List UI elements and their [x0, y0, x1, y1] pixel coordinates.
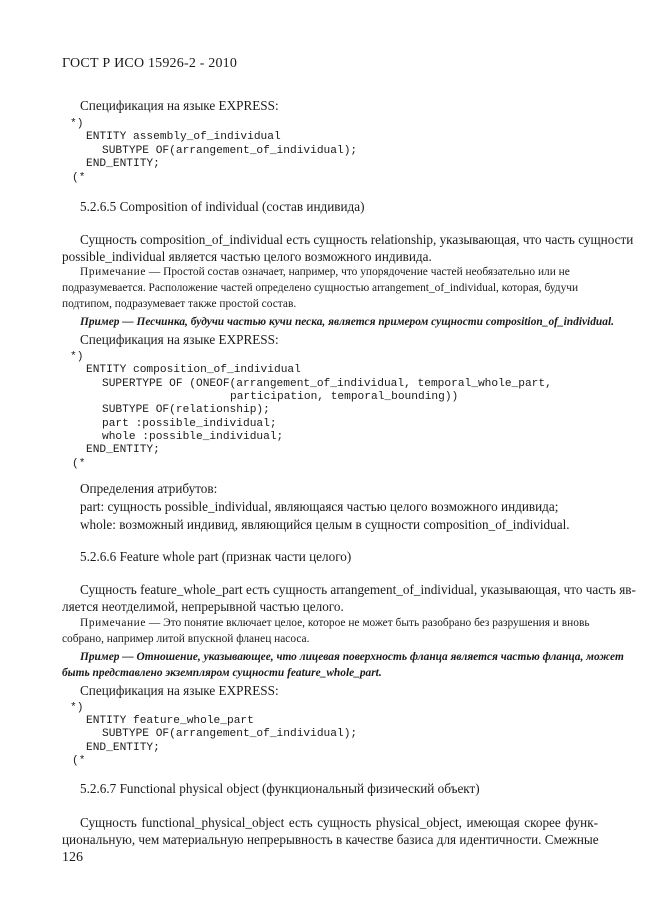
code-line: ENTITY composition_of_individual — [86, 364, 301, 376]
paragraph-line: Сущность composition_of_individual есть сущность relationship, указывающая, что часть сущности — [80, 232, 634, 247]
code-line: (* — [72, 458, 86, 470]
note-line — [80, 266, 570, 278]
section-heading: 5.2.6.7 Functional physical object (функциональный физический объект) — [80, 781, 480, 796]
attributes-title: Определения атрибутов: — [80, 481, 218, 496]
note-line — [80, 617, 590, 629]
note-label: Примечание — [80, 617, 147, 629]
code-line: (* — [72, 755, 86, 767]
paragraph-line: Сущность functional_physical_object есть сущность physical_object, имеющая скорее функ- — [80, 815, 598, 830]
code-line: SUBTYPE OF(relationship); — [102, 404, 270, 416]
code-line: participation, temporal_bounding)) — [230, 391, 459, 403]
note-line: собрано, например литой впускной фланец насоса. — [62, 633, 310, 645]
paragraph-line: ляется неотделимой, непрерывной частью целого. — [62, 599, 344, 614]
code-line: END_ENTITY; — [86, 742, 160, 754]
code-line: END_ENTITY; — [86, 444, 160, 456]
code-line: SUBTYPE OF(arrangement_of_individual); — [102, 728, 358, 740]
note-line: подразумевается. Расположение частей определено сущностью arrangement_of_individual, которая, будучи — [62, 282, 579, 294]
note-text: — Простой состав означает, например, что упорядочение частей необязательно или не — [146, 266, 570, 278]
express-spec-label: Спецификация на языке EXPRESS: — [80, 332, 279, 347]
section-heading: 5.2.6.5 Composition of individual (состав индивида) — [80, 199, 365, 214]
example-text: Пример — Песчинка, будучи частью кучи песка, является примером сущности composition_of_individual. — [80, 316, 614, 328]
code-line: SUPERTYPE OF (ONEOF(arrangement_of_individual, temporal_whole_part, — [102, 378, 552, 390]
express-spec-label: Спецификация на языке EXPRESS: — [80, 683, 279, 698]
code-line: part :possible_individual; — [102, 418, 277, 430]
code-line: ENTITY feature_whole_part — [86, 715, 254, 727]
example-text: Пример — Отношение, указывающее, что лицевая поверхность фланца является частью фланца, может — [80, 651, 624, 663]
page-number: 126 — [62, 850, 83, 865]
note-label: Примечание — [80, 266, 147, 278]
document-header: ГОСТ Р ИСО 15926-2 - 2010 — [62, 56, 238, 71]
paragraph-line: Сущность feature_whole_part есть сущность arrangement_of_individual, указывающая, что часть яв- — [80, 582, 636, 597]
express-spec-label: Спецификация на языке EXPRESS: — [80, 98, 279, 113]
code-line: whole :possible_individual; — [102, 431, 284, 443]
code-line: END_ENTITY; — [86, 158, 160, 170]
note-text: — Это понятие включает целое, которое не может быть разобрано без разрушения и вновь — [146, 617, 590, 629]
code-line: ENTITY assembly_of_individual — [86, 131, 281, 143]
paragraph-line: possible_individual является частью целого возможного индивида. — [62, 249, 432, 264]
example-text: быть представлено экземпляром сущности feature_whole_part. — [62, 667, 382, 679]
section-heading: 5.2.6.6 Feature whole part (признак части целого) — [80, 549, 352, 564]
paragraph-line: циональную, чем материальную непрерывность в качестве базиса для идентичности. Смежные — [62, 832, 599, 847]
attribute-definition: part: сущность possible_individual, являющаяся частью целого возможного индивида; — [80, 499, 559, 514]
code-line: *) — [70, 351, 84, 363]
code-line: *) — [70, 702, 84, 714]
code-line: *) — [70, 118, 84, 130]
code-line: (* — [72, 172, 86, 184]
note-line: подтипом, подразумевает также простой состав. — [62, 298, 297, 310]
attribute-definition: whole: возможный индивид, являющийся целым в сущности composition_of_individual. — [80, 517, 570, 532]
code-line: SUBTYPE OF(arrangement_of_individual); — [102, 145, 358, 157]
